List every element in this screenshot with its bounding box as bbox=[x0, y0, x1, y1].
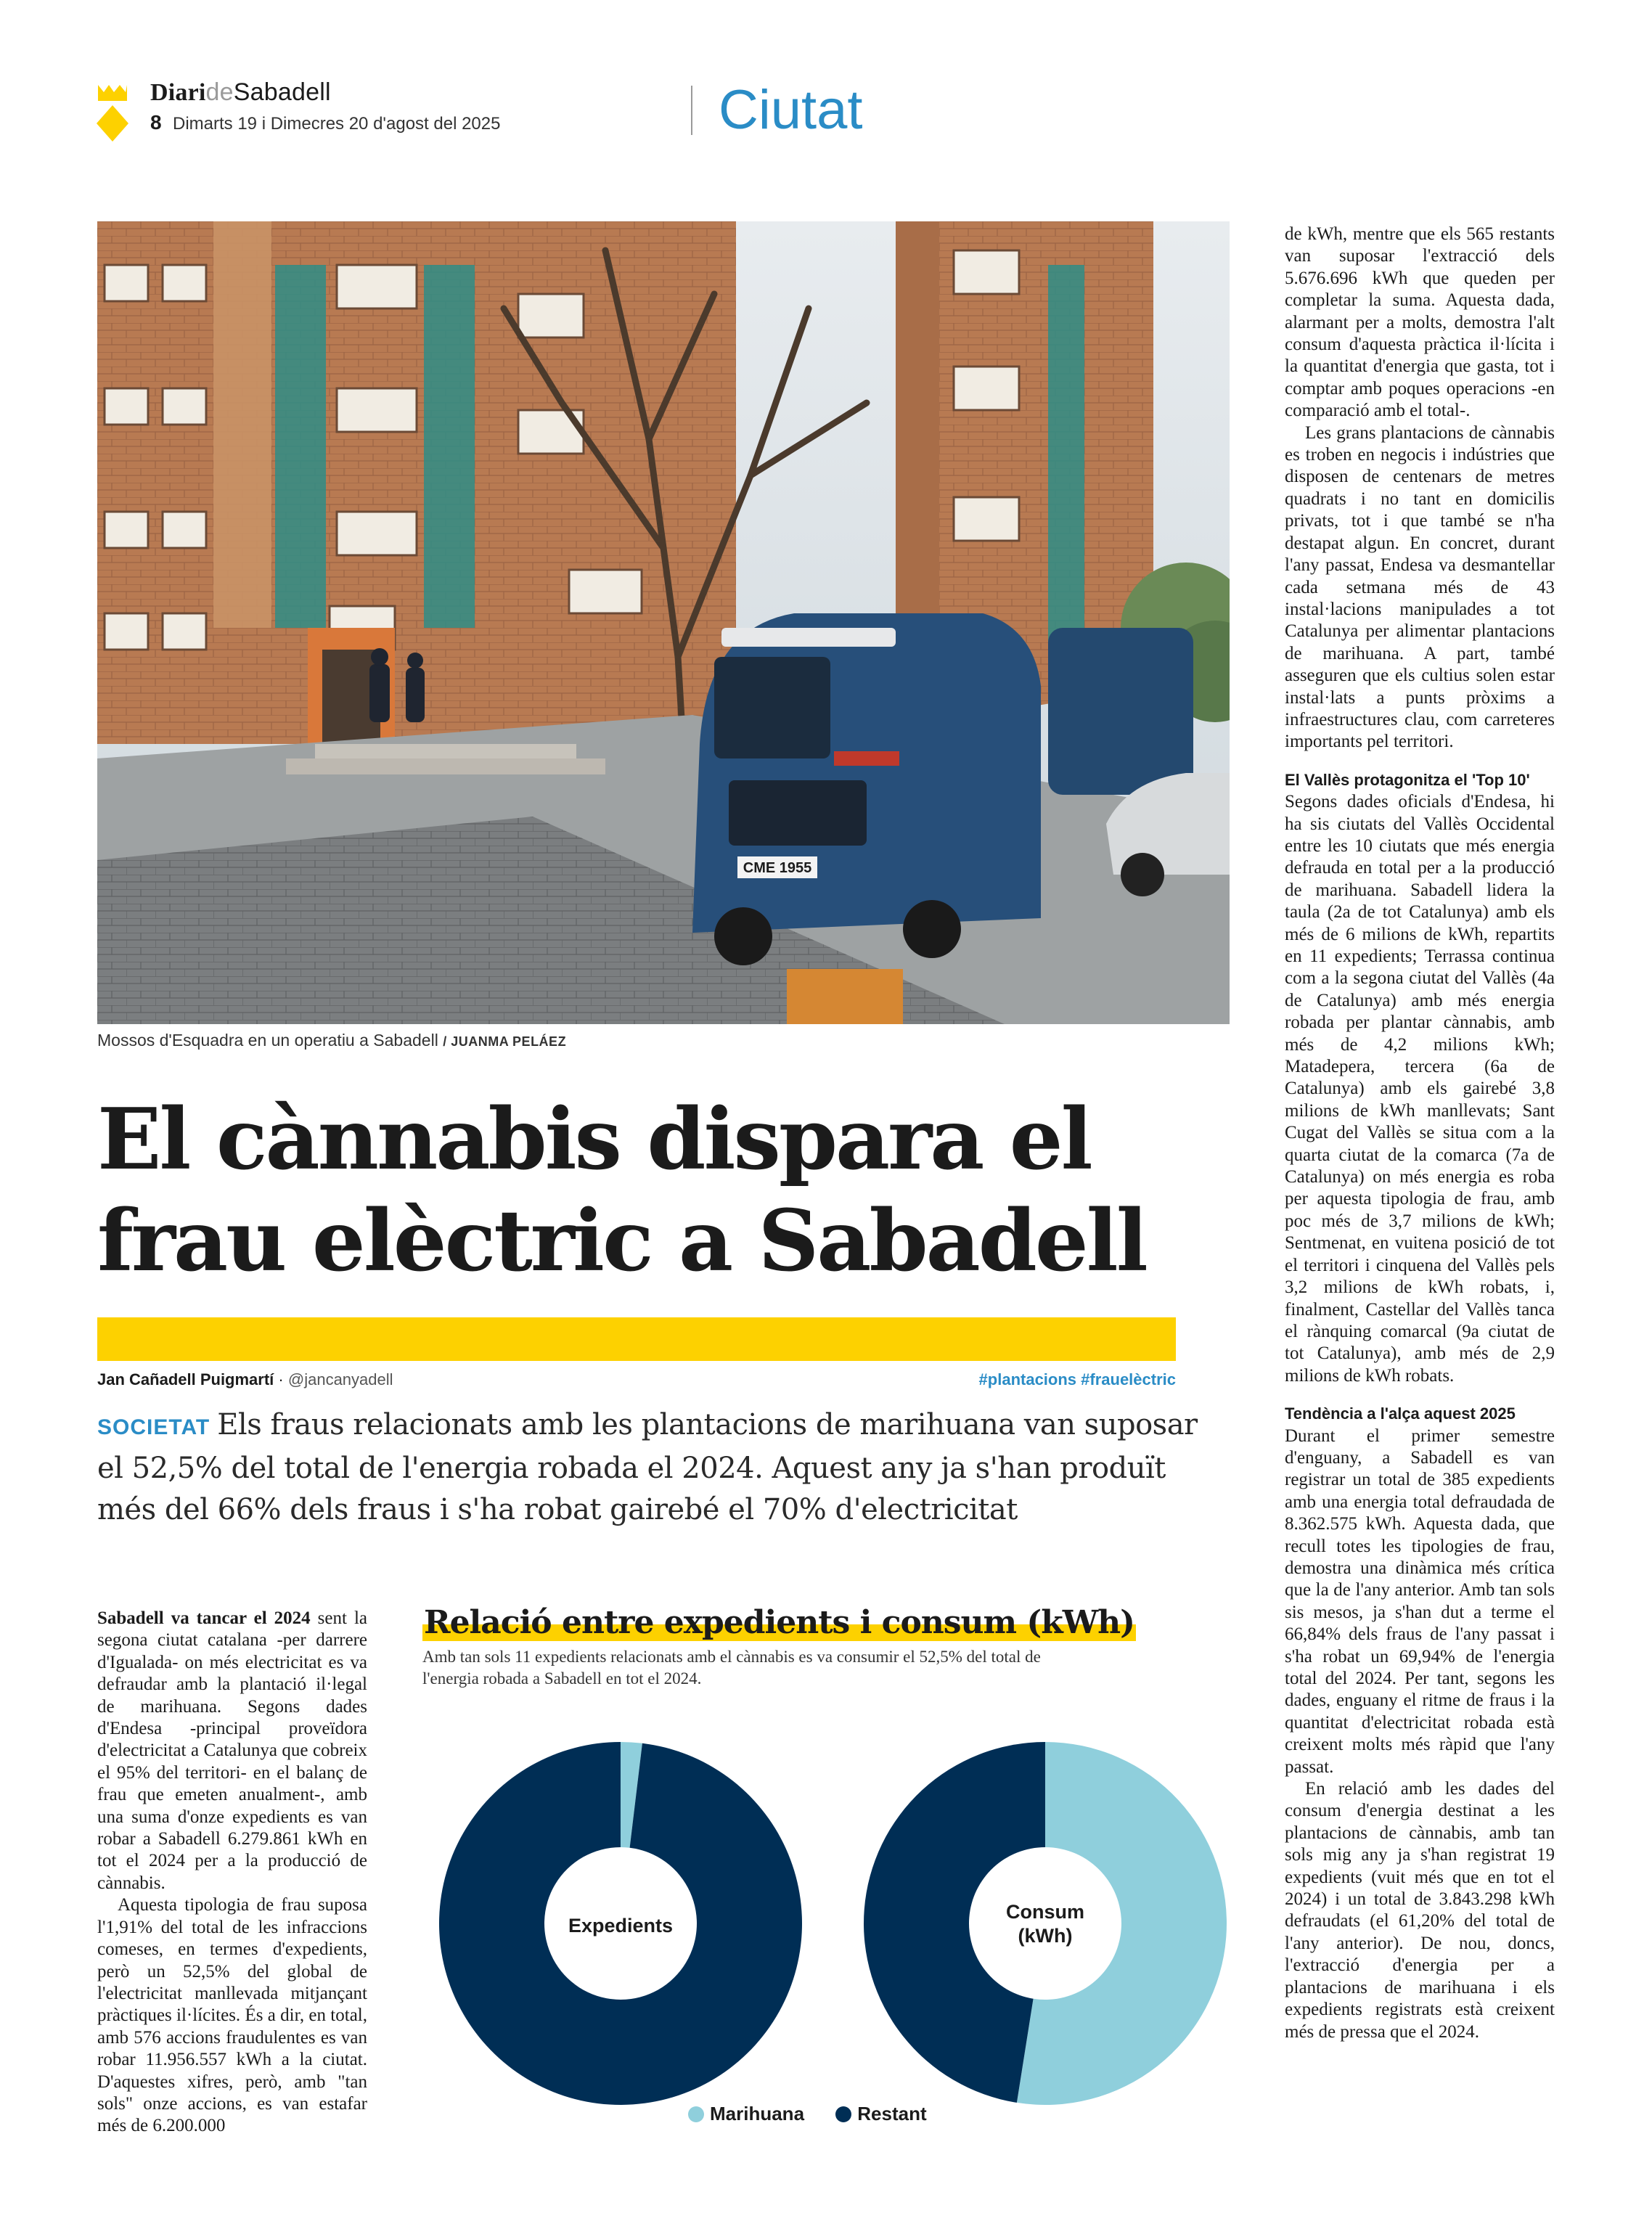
subheading-tendencia: Tendència a l'alça aquest 2025 bbox=[1285, 1404, 1516, 1423]
donut-label-expedients: Expedients bbox=[568, 1915, 674, 1936]
chart-legend bbox=[688, 2103, 953, 2125]
donut-label-consum: Consum bbox=[1006, 1901, 1084, 1923]
left-column: Sabadell va tancar el 2024 sent la segona ciutat catalana -per darrere d'Igualada- on més electricitat es va defraudar amb la plantació il·legal de marihuana. Segons dades d'Endesa -principal proveïdora d'electricitat a Catalunya que cobreix el 95% del territori- en el balanç de frau que emeten anualment-, amb una suma d'onze expedients es van robar a Sabadell 6.279.861 kWh en tot el 2024 per a la producció de cànnabis. Aquesta tipologia de frau suposa l'1,91% del total de les infraccions comeses, en termes d'expedients, però un 52,5% del global de l'electricitat manllevada mitjançant pràctiques il·lícites. És a dir, en total, amb 576 accions fraudulentes es van robar 11.956.557 kWh a la ciutat. D'aquestes xifres, però, amb "tan sols" onze accions, es van estafar més de 6.200.000 bbox=[97, 1608, 367, 2136]
photo-credit: / JUANMA PELÁEZ bbox=[443, 1034, 567, 1049]
author-handle: @jancanyadell bbox=[287, 1370, 393, 1388]
article-photo bbox=[97, 221, 1230, 1024]
issue-date: Dimarts 19 i Dimecres 20 d'agost del 2025 bbox=[173, 114, 501, 134]
page-number: 8 bbox=[150, 111, 162, 134]
slice-marihuana bbox=[1017, 1742, 1227, 2105]
byline: Jan Cañadell Puigmartí · @jancanyadell bbox=[97, 1370, 393, 1388]
lead-section-tag: SOCIETAT bbox=[97, 1415, 210, 1439]
newspaper-brand: DiarideSabadell bbox=[150, 78, 331, 106]
hashtags: #plantacions #frauelèctric bbox=[978, 1370, 1176, 1388]
right-column: de kWh, mentre que els 565 restants van suposar l'extracció dels 5.676.696 kWh que queden per completar la suma. Aquesta dada, alarmant per a molts, demostra l'alt consum d'aquesta pràctica il·lícita i la quantitat d'energia que gasta, tot i comptar amb poques operacions -en comparació amb el total-. Les grans plantacions de cànnabis es troben en negocis i indústries que disposen de centenars de metres quadrats i no tant en domicilis privats, tot i que també se n'ha destapat algun. En concret, durant l'any passat, Endesa va desmantellar cada setmana més de 43 instal·lacions manipulades a tot Catalunya per alimentar plantacions de marihuana. A part, també asseguren que els cultius solen estar instal·lats a punts pròxims a infraestructures clau, com carreteres importants pel territori. El Vallès protagonitza el 'Top 10' Segons dades oficials d'Endesa, hi ha sis ciutats del Vallès Occidental entre les 10 ciutats que més energia defrauda en total per a la producció de marihuana. Sabadell lidera la taula (2a de tot Catalunya) amb els més de 6 milions de kWh, repartits en 11 expedients; Terrassa continua com a la segona ciutat del Vallès (4a de Catalunya) amb més energia robada per plantar cànnabis, amb més de 4,2 milions kWh; Matadepera, tercera (6a de Catalunya) amb els gairebé 3,8 milions de kWh manllevats; Sant Cugat del Vallès se situa com a la quarta ciutat de la comarca (7a de Catalunya) on més energia es roba per aquesta tipologia de frau, amb poc més de 3,7 milions de kWh; Sentmenat, en vuitena posició de tot el territori i cinquena del Vallès pels 3,2 milions de kWh robats, i, finalment, Castellar del Vallès tanca el rànquing comarcal (9a ciutat de tot Catalunya), amb més de 2,9 milions de kWh robats. Tendència a l'alça aquest 2025 Durant el primer semestre d'enguany, a Sabadell es van registrar un total de 385 expedients amb una energia total defraudada de 8.362.575 kWh. Aquesta dada, que recull totes les tipologies de frau, demostra una dinàmica més crítica que la de l'any anterior. Amb tan sols sis mesos, ja s'han dut a terme el 66,84% dels fraus de l'any passat i s'ha robat un 69,94% de l'energia total del 2024. Per tant, segons les dades, enguany el ritme de fraus i la quantitat d'electricitat robada està creixent molts més ràpid que l'any passat. En relació amb les dades del consum d'energia destinat a les plantacions de cànnabis, amb tan sols mig any ja s'han registrat 19 expedients (vuit més que en tot el 2024) i un total de 3.843.298 kWh defraudats (el 61,20% del total de l'any anterior). De nou, doncs, l'extracció d'energia per a plantacions de marihuana i els expedients registrats està creixent més de pressa que el 2024. bbox=[1285, 224, 1555, 2042]
article-lead: SOCIETAT Els fraus relacionats amb les plantacions de marihuana van suposar el 52,5% del total de l'energia robada el 2024. Aquest any ja s'han produït més del 66% dels fraus i s'ha robat gairebé el 70% d'electricitat bbox=[97, 1408, 1198, 1526]
section-title: Ciutat bbox=[719, 79, 863, 141]
subheading-top10: El Vallès protagonitza el 'Top 10' bbox=[1285, 770, 1530, 789]
chart-subtitle: Amb tan sols 11 expedients relacionats amb el cànnabis es va consumir el 52,5% del total de l'energia robada a Sabadell en tot el 2024. bbox=[422, 1648, 1041, 1688]
photo-caption: Mossos d'Esquadra en un operatiu a Sabadell / JUANMA PELÁEZ bbox=[97, 1031, 567, 1050]
headline-accent-bar bbox=[97, 1317, 1176, 1361]
author-name: Jan Cañadell Puigmartí bbox=[97, 1370, 274, 1388]
masthead-divider bbox=[691, 86, 692, 135]
legend-item-marihuana: Marihuana bbox=[688, 2103, 804, 2124]
donut-charts bbox=[406, 1713, 1248, 2148]
chart-title: Relació entre expedients i consum (kWh) bbox=[424, 1604, 1134, 1641]
donut-label-kwh: (kWh) bbox=[1018, 1925, 1073, 1947]
van-plate: CME 1955 bbox=[743, 860, 812, 876]
legend-swatch-restant bbox=[835, 2106, 851, 2122]
headline: El cànnabis dispara el frau elèctric a Sabadell bbox=[97, 1090, 1146, 1291]
donut-consum bbox=[864, 1742, 1227, 2105]
legend-item-restant: Restant bbox=[835, 2103, 926, 2124]
legend-swatch-marihuana bbox=[688, 2106, 704, 2122]
newspaper-logo-icon bbox=[94, 83, 131, 142]
